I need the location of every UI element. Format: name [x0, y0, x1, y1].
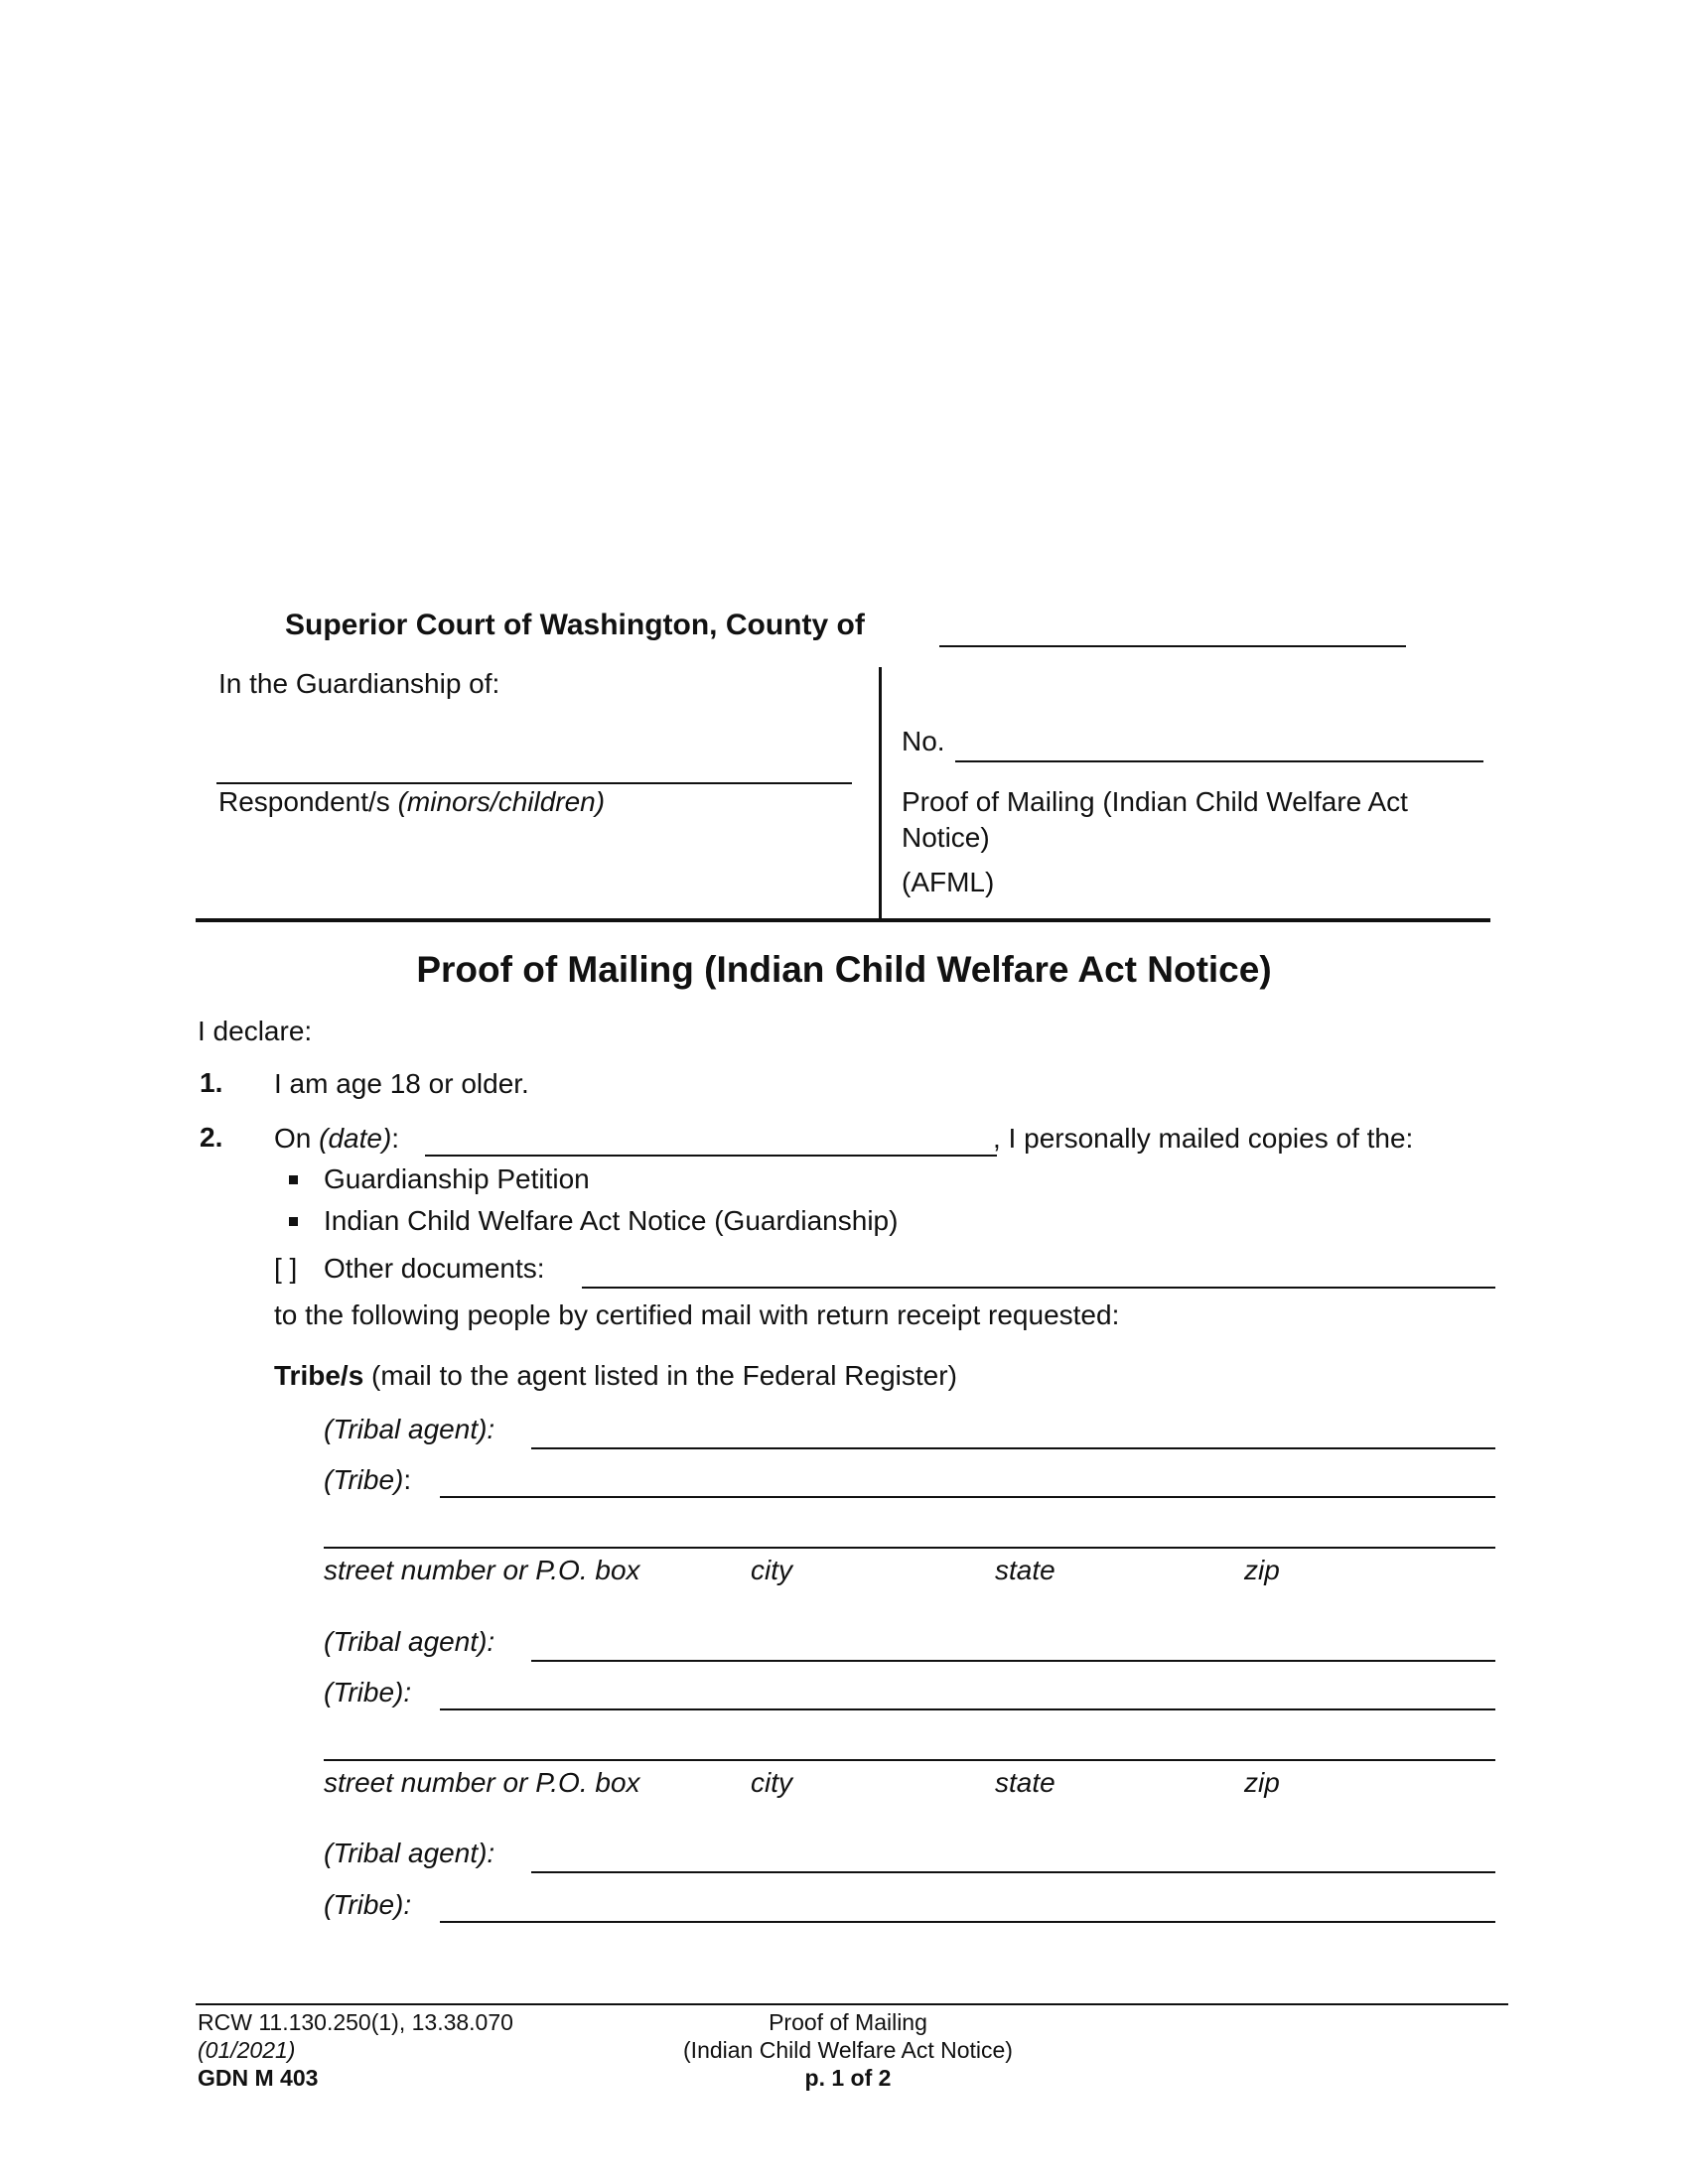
- tribal-agent-input-2[interactable]: [531, 1630, 1495, 1662]
- address-label-zip: zip: [1244, 1555, 1280, 1585]
- following-people-text: to the following people by certified mail with return receipt requested:: [274, 1299, 1120, 1330]
- tribe-label-text: (Tribe): [324, 1464, 404, 1495]
- tribal-agent-input-1[interactable]: [531, 1418, 1495, 1449]
- tribe-input-1[interactable]: [440, 1466, 1495, 1498]
- court-title: Superior Court of Washington, County of: [285, 609, 865, 641]
- other-documents-label: Other documents:: [324, 1253, 545, 1284]
- other-documents-input[interactable]: [582, 1257, 1495, 1289]
- tribe-label: (Tribe):: [324, 1464, 412, 1495]
- tribal-agent-input-3[interactable]: [531, 1842, 1495, 1873]
- date-label: (date): [319, 1123, 392, 1154]
- page-title: Proof of Mailing (Indian Child Welfare Act Notice): [416, 949, 1272, 990]
- item-2-number: 2.: [200, 1122, 223, 1153]
- respondent-qualifier: (minors/children): [397, 786, 606, 817]
- tribes-heading-note: (mail to the agent listed in the Federal Register): [371, 1360, 957, 1391]
- tribe-label: (Tribe):: [324, 1677, 412, 1707]
- address-label-state: state: [995, 1767, 1055, 1798]
- tribal-agent-label: (Tribal agent):: [324, 1414, 495, 1444]
- tribe-input-2[interactable]: [440, 1679, 1495, 1710]
- caption-bottom-rule: [196, 918, 1490, 922]
- other-documents-checkbox[interactable]: [ ]: [274, 1253, 298, 1284]
- footer-form-id: GDN M 403: [198, 2065, 319, 2091]
- tribes-heading: [274, 1360, 957, 1392]
- declare-text: I declare:: [198, 1016, 313, 1046]
- respondent-name-input[interactable]: [216, 752, 852, 784]
- item-1-text: I am age 18 or older.: [274, 1068, 529, 1099]
- tribe-address-input-1[interactable]: [324, 1517, 1495, 1549]
- tribe-label: (Tribe):: [324, 1889, 412, 1920]
- bullet-item: Guardianship Petition: [324, 1163, 590, 1194]
- footer-rcw: RCW 11.130.250(1), 13.38.070: [198, 2009, 513, 2035]
- address-label-city: city: [751, 1555, 792, 1585]
- case-no-input[interactable]: [955, 731, 1483, 762]
- tribal-agent-label: (Tribal agent):: [324, 1838, 495, 1868]
- address-label-street: street number or P.O. box: [324, 1555, 640, 1585]
- address-label-state: state: [995, 1555, 1055, 1585]
- on-word: On: [274, 1123, 312, 1154]
- footer-rule: [196, 2003, 1508, 2005]
- footer-page: p. 1 of 2: [804, 2065, 892, 2091]
- tribal-agent-label: (Tribal agent):: [324, 1626, 495, 1657]
- footer-center-line1: Proof of Mailing: [769, 2009, 927, 2035]
- doc-title-right-line1: Proof of Mailing (Indian Child Welfare Act: [902, 786, 1408, 817]
- item-2-after-date: , I personally mailed copies of the:: [993, 1123, 1414, 1154]
- respondent-label: [218, 786, 605, 818]
- item-1-number: 1.: [200, 1067, 223, 1098]
- caption-divider: [879, 667, 882, 920]
- county-input[interactable]: [939, 615, 1406, 647]
- address-label-city: city: [751, 1767, 792, 1798]
- tribe-address-input-2[interactable]: [324, 1729, 1495, 1761]
- bullet-item: Indian Child Welfare Act Notice (Guardianship): [324, 1205, 899, 1236]
- address-label-street: street number or P.O. box: [324, 1767, 640, 1798]
- bullet-icon: [289, 1217, 298, 1226]
- date-input[interactable]: [425, 1125, 997, 1157]
- tribes-heading-label: Tribe/s: [274, 1360, 364, 1391]
- footer-date: (01/2021): [198, 2037, 296, 2063]
- tribe-input-3[interactable]: [440, 1891, 1495, 1923]
- in-guardianship-label: In the Guardianship of:: [218, 668, 500, 699]
- case-no-label: No.: [902, 726, 945, 756]
- footer-center-line2: (Indian Child Welfare Act Notice): [683, 2037, 1013, 2063]
- bullet-icon: [289, 1175, 298, 1184]
- date-colon: :: [391, 1123, 400, 1154]
- doc-title-right-line2: Notice): [902, 822, 990, 853]
- item-2-on-label: [274, 1123, 399, 1155]
- address-label-zip: zip: [1244, 1767, 1280, 1798]
- respondent-label-text: Respondent/s: [218, 786, 390, 817]
- doc-code: (AFML): [902, 867, 995, 897]
